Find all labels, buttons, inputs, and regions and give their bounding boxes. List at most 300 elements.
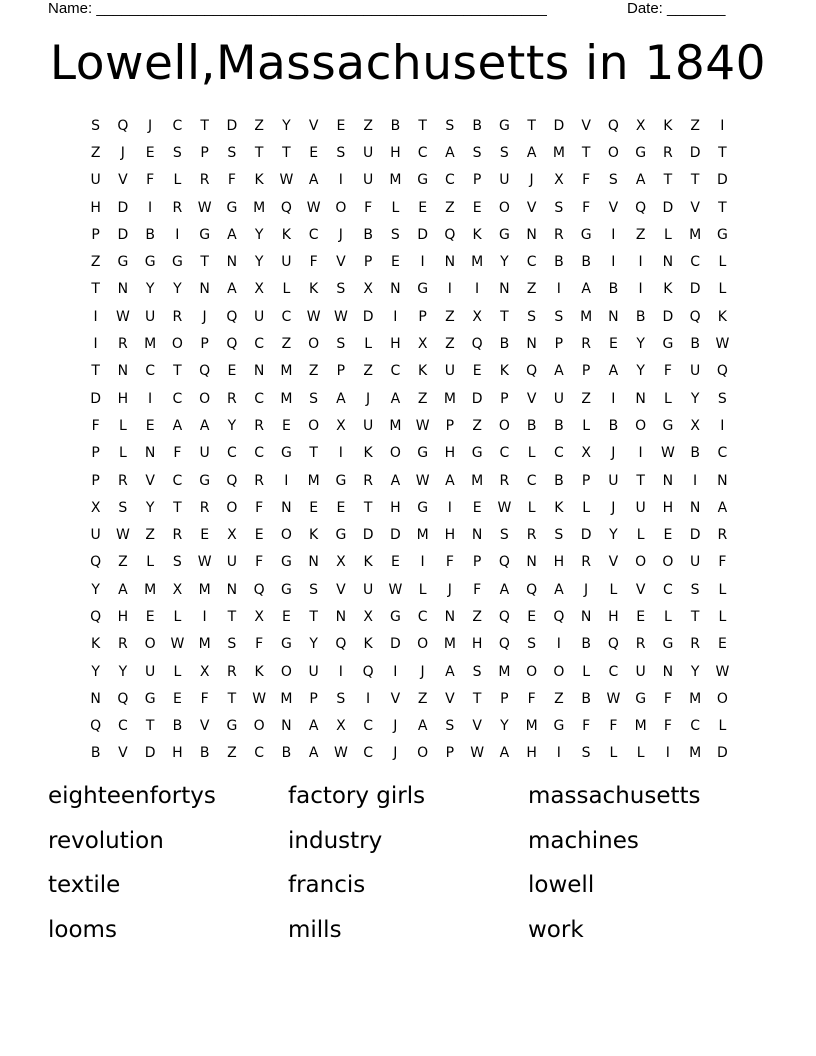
grid-letter: L [118,417,127,434]
grid-letter: Q [280,199,292,216]
grid-letter: A [308,718,319,735]
grid-letter: Z [472,417,482,434]
grid-letter: V [118,172,128,189]
grid-letter: L [582,499,591,516]
grid-letter: S [390,226,400,243]
grid-letter: L [636,527,645,544]
grid-letter: Z [445,199,455,216]
grid-letter: H [444,527,456,544]
grid-letter: E [472,499,482,516]
grid-letter: W [252,690,267,707]
grid-letter: E [717,636,727,653]
grid-letter: U [90,527,101,544]
grid-letter: J [584,581,589,598]
grid-letter: Z [90,144,101,161]
grid-letter: G [144,690,156,707]
grid-row [82,549,736,576]
grid-letter: H [90,199,101,216]
grid-letter: M [634,718,647,735]
grid-letter: Z [417,690,428,707]
grid-letter: K [254,663,264,680]
grid-letter: U [363,581,374,598]
grid-letter: M [525,718,538,735]
grid-letter: R [690,636,700,653]
grid-letter: V [690,199,700,216]
grid-letter: C [526,254,537,271]
grid-letter: I [611,390,616,407]
grid-letter: E [418,199,428,216]
grid-letter: I [720,417,725,434]
grid-letter: B [281,745,292,762]
grid-letter: O [308,336,320,353]
grid-letter: D [689,281,701,298]
grid-letter: T [718,144,727,161]
grid-letter: O [716,690,728,707]
grid-letter: Y [282,117,291,134]
grid-letter: T [309,445,318,462]
grid-letter: C [690,254,701,271]
grid-row [82,167,736,194]
grid-letter: M [443,636,456,653]
grid-letter: E [254,527,264,544]
grid-letter: L [718,254,727,271]
grid-letter: K [309,281,319,298]
grid-letter: M [307,472,320,489]
grid-letter: C [662,581,673,598]
grid-letter: K [363,554,373,571]
grid-letter: B [145,226,155,243]
grid-letter: I [556,636,561,653]
grid-letter: Y [91,663,100,680]
grid-letter: M [253,199,266,216]
grid-letter: V [526,390,537,407]
grid-letter: M [280,363,293,380]
grid-letter: C [254,445,265,462]
grid-letter: U [553,390,564,407]
grid-letter: D [471,390,483,407]
grid-letter: F [663,690,672,707]
grid-letter: U [145,308,156,325]
grid-letter: I [638,445,643,462]
word-list [48,778,768,956]
grid-letter: D [144,745,156,762]
grid-letter: E [663,527,673,544]
grid-letter: W [197,554,212,571]
grid-letter: Y [173,281,182,298]
grid-letter: Q [553,608,565,625]
grid-letter: G [389,608,401,625]
grid-letter: O [417,745,429,762]
grid-letter: C [172,117,183,134]
grid-letter: L [527,445,536,462]
grid-letter: I [556,745,561,762]
word-list-item: eighteenfortys [48,783,216,809]
grid-letter: F [582,172,591,189]
grid-letter: P [91,472,100,489]
grid-letter: B [690,336,700,353]
grid-letter: D [226,117,238,134]
grid-letter: R [172,527,183,544]
grid-letter: Z [227,745,237,762]
grid-letter: X [690,417,700,434]
grid-letter: A [608,363,619,380]
grid-letter: V [581,117,591,134]
grid-letter: E [608,336,618,353]
grid-letter: S [91,117,101,134]
grid-letter: F [582,199,591,216]
grid-letter: E [281,608,291,625]
grid-letter: A [445,144,455,161]
grid-letter: I [284,472,289,489]
grid-letter: J [393,745,398,762]
grid-letter: X [199,663,210,680]
grid-letter: Y [145,499,155,516]
grid-letter: S [472,144,482,161]
grid-row [82,303,736,330]
grid-letter: V [145,472,155,489]
grid-letter: U [635,663,646,680]
grid-row [82,358,736,385]
grid-letter: N [444,608,456,625]
grid-letter: V [445,690,455,707]
grid-letter: K [281,226,291,243]
word-list-item: lowell [528,872,595,898]
grid-letter: M [389,172,402,189]
grid-letter: U [363,144,374,161]
grid-letter: I [611,254,616,271]
grid-letter: H [117,608,129,625]
grid-letter: G [226,718,238,735]
grid-letter: Y [609,527,618,544]
grid-letter: T [145,718,155,735]
grid-letter: S [554,527,564,544]
grid-letter: X [554,172,564,189]
grid-letter: A [445,472,455,489]
grid-letter: Z [554,690,564,707]
grid-letter: L [146,554,155,571]
grid-letter: K [472,226,482,243]
page-title: Lowell,Massachusetts in 1840 [49,36,767,91]
grid-letter: Y [254,254,264,271]
grid-letter: A [526,144,537,161]
grid-letter: X [581,445,591,462]
grid-letter: C [117,718,128,735]
grid-letter: N [662,254,674,271]
grid-letter: Q [498,554,510,571]
grid-letter: C [417,144,428,161]
grid-letter: I [447,281,452,298]
grid-letter: B [690,445,700,462]
grid-letter: P [200,336,209,353]
grid-letter: L [118,445,127,462]
grid-letter: F [718,554,727,571]
grid-letter: J [393,718,398,735]
grid-letter: R [526,527,537,544]
grid-letter: B [581,636,591,653]
grid-letter: V [336,254,346,271]
grid-letter: Y [500,718,509,735]
grid-letter: D [417,226,429,243]
grid-letter: E [472,363,482,380]
grid-letter: G [553,718,565,735]
grid-letter: N [635,390,646,407]
grid-letter: O [226,499,238,516]
grid-letter: W [660,445,675,462]
grid-letter: F [527,690,536,707]
grid-letter: F [200,690,209,707]
grid-letter: R [118,472,128,489]
grid-letter: W [115,527,130,544]
grid-letter: O [526,663,538,680]
grid-letter: X [363,608,373,625]
grid-letter: R [499,472,510,489]
grid-letter: S [227,144,237,161]
grid-row [82,194,736,221]
grid-letter: Y [91,581,100,598]
grid-letter: C [553,445,564,462]
grid-letter: A [635,172,646,189]
grid-letter: Q [335,636,347,653]
grid-letter: F [173,445,182,462]
grid-letter: S [554,308,564,325]
grid-letter: N [308,554,319,571]
grid-letter: G [199,226,211,243]
grid-letter: S [499,527,509,544]
grid-letter: A [499,581,510,598]
grid-letter: Z [363,363,373,380]
grid-letter: L [718,581,727,598]
grid-letter: O [635,417,647,434]
grid-letter: C [145,363,156,380]
grid-letter: F [663,718,672,735]
grid-letter: Q [716,363,728,380]
grid-letter: D [716,745,728,762]
grid-letter: O [199,390,211,407]
grid-letter: V [608,199,619,216]
grid-letter: I [447,499,452,516]
grid-letter: M [198,636,211,653]
grid-letter: C [172,472,183,489]
grid-letter: C [308,226,319,243]
grid-letter: F [91,417,100,434]
grid-letter: B [390,117,401,134]
grid-row [82,139,736,166]
grid-letter: G [716,226,728,243]
grid-letter: F [255,499,264,516]
grid-letter: T [91,363,100,380]
word-list-item: textile [48,872,121,898]
grid-letter: U [363,417,374,434]
grid-letter: I [475,281,480,298]
grid-letter: P [200,144,209,161]
grid-letter: A [308,172,319,189]
grid-letter: C [417,608,428,625]
grid-letter: O [607,144,619,161]
grid-letter: A [199,417,210,434]
grid-letter: U [499,172,510,189]
grid-letter: N [526,226,537,243]
grid-letter: Q [362,663,374,680]
grid-letter: M [443,390,456,407]
grid-letter: G [417,499,429,516]
grid-letter: W [333,745,348,762]
grid-letter: X [363,281,373,298]
grid-letter: E [145,417,155,434]
grid-letter: M [689,226,702,243]
grid-letter: O [171,336,183,353]
grid-letter: Q [526,581,538,598]
grid-row [82,685,736,712]
grid-row [82,330,736,357]
grid-letter: G [498,226,510,243]
grid-row [82,631,736,658]
grid-letter: O [498,417,510,434]
grid-letter: W [333,308,348,325]
grid-letter: I [148,199,153,216]
grid-letter: C [444,172,455,189]
grid-letter: U [90,172,101,189]
grid-letter: K [91,636,101,653]
grid-letter: S [309,390,319,407]
grid-letter: U [281,254,292,271]
grid-letter: K [717,308,727,325]
grid-letter: S [608,172,618,189]
grid-letter: H [444,445,456,462]
grid-letter: Y [636,336,645,353]
grid-letter: K [418,363,428,380]
grid-letter: X [254,608,264,625]
grid-letter: Q [199,363,211,380]
grid-letter: L [527,499,536,516]
grid-letter: G [635,144,647,161]
grid-letter: Y [690,390,700,407]
grid-letter: B [554,417,564,434]
grid-letter: U [635,499,646,516]
grid-letter: S [172,144,182,161]
grid-letter: H [117,390,129,407]
grid-letter: C [390,363,401,380]
grid-letter: C [254,336,265,353]
grid-letter: Q [689,308,701,325]
grid-letter: C [363,718,374,735]
grid-letter: P [445,745,455,762]
grid-letter: G [498,117,510,134]
grid-letter: V [635,581,646,598]
grid-letter: J [202,308,207,325]
name-field-label: Name: ______________________________________________________ [48,0,547,17]
grid-letter: R [172,199,183,216]
grid-letter: P [363,254,373,271]
grid-letter: X [254,281,264,298]
grid-letter: U [690,363,701,380]
grid-letter: G [471,445,483,462]
grid-letter: K [663,117,673,134]
grid-letter: A [445,663,455,680]
grid-letter: A [227,226,237,243]
grid-letter: B [499,336,510,353]
grid-row [82,658,736,685]
grid-letter: A [172,417,183,434]
grid-letter: I [556,281,561,298]
grid-letter: A [554,581,564,598]
grid-letter: P [418,308,427,325]
grid-letter: O [253,718,265,735]
grid-letter: A [717,499,728,516]
grid-letter: O [144,636,156,653]
grid-letter: M [552,144,565,161]
grid-letter: P [581,363,591,380]
grid-letter: A [417,718,428,735]
grid-letter: P [554,336,564,353]
grid-letter: T [690,608,700,625]
grid-letter: Y [145,281,155,298]
grid-letter: R [254,417,264,434]
grid-letter: E [145,144,155,161]
grid-letter: F [364,199,373,216]
grid-letter: I [93,308,98,325]
grid-letter: R [199,499,210,516]
grid-letter: Q [444,226,456,243]
grid-letter: D [580,527,592,544]
grid-row [82,521,736,548]
grid-letter: K [554,499,564,516]
grid-letter: Z [254,117,264,134]
grid-letter: L [582,663,591,680]
grid-letter: T [227,608,237,625]
grid-letter: R [635,636,646,653]
grid-letter: T [309,608,318,625]
grid-letter: D [117,199,129,216]
grid-letter: B [363,226,373,243]
grid-letter: S [309,581,319,598]
grid-letter: T [254,144,264,161]
grid-letter: U [690,554,701,571]
grid-letter: W [197,199,212,216]
grid-letter: N [117,363,129,380]
word-list-item: francis [288,872,366,898]
grid-letter: B [554,254,564,271]
grid-letter: A [227,281,237,298]
grid-letter: Z [363,117,373,134]
grid-letter: Q [90,554,102,571]
grid-letter: D [90,390,102,407]
grid-letter: S [227,636,237,653]
grid-letter: T [418,117,427,134]
grid-letter: G [662,336,674,353]
grid-letter: W [306,199,321,216]
grid-letter: M [498,663,511,680]
grid-letter: U [444,363,455,380]
grid-letter: S [690,581,700,598]
grid-letter: F [582,718,591,735]
grid-letter: L [582,417,591,434]
grid-letter: E [636,608,646,625]
grid-letter: C [254,745,265,762]
grid-letter: Z [308,363,319,380]
grid-letter: I [720,117,725,134]
grid-letter: W [715,336,730,353]
grid-letter: D [362,527,374,544]
grid-letter: E [145,608,155,625]
grid-letter: G [280,636,292,653]
grid-letter: B [608,281,619,298]
grid-letter: T [91,281,100,298]
grid-letter: E [172,690,182,707]
grid-letter: I [638,254,643,271]
grid-letter: S [336,281,346,298]
grid-letter: F [445,554,454,571]
grid-letter: W [415,472,430,489]
